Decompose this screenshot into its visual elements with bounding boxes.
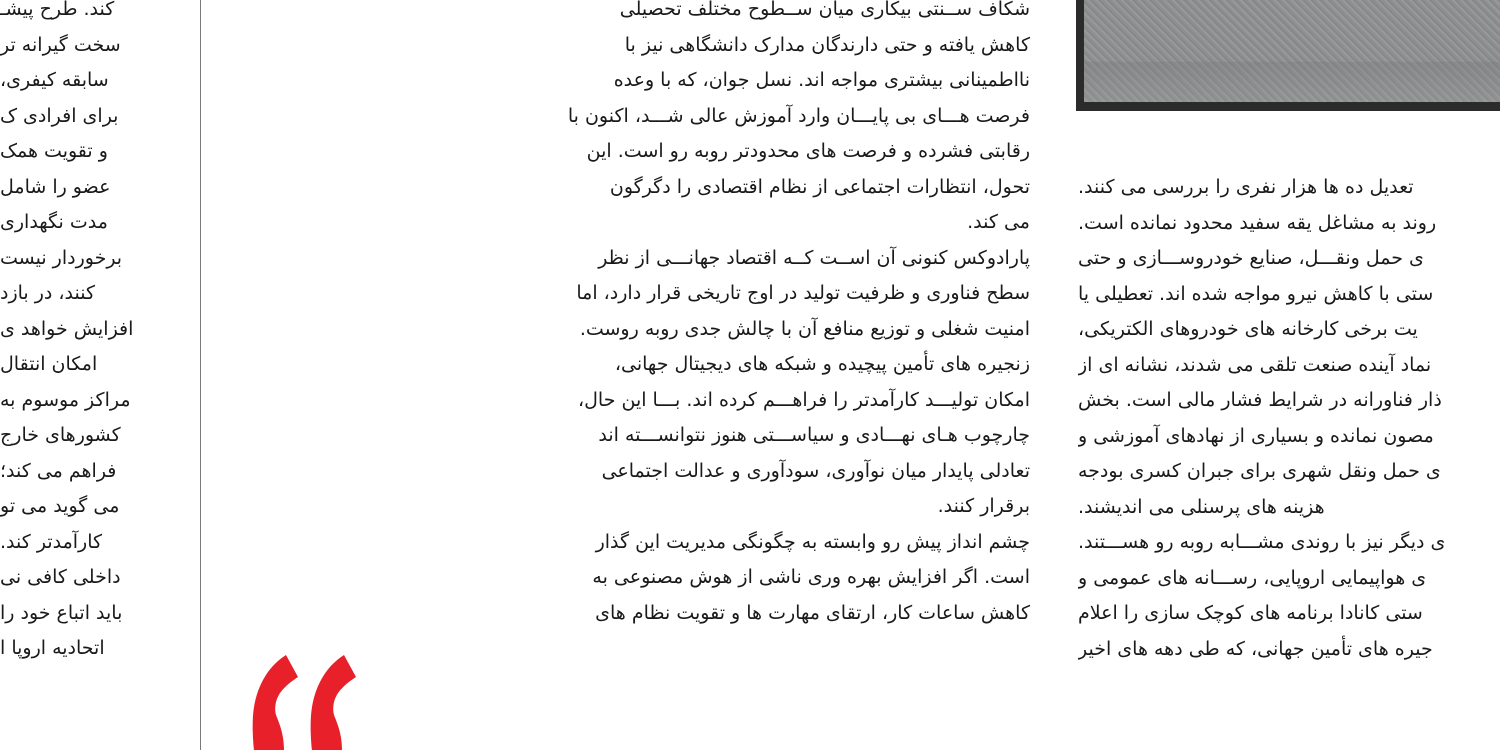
text-line: باید اتباع خود را bbox=[0, 601, 123, 624]
quote-glyph-right bbox=[311, 655, 356, 750]
text-line: برای افرادی ک bbox=[0, 104, 119, 127]
text-line: چشم انداز پیش رو وابسته به چگونگی مدیریت این گذار bbox=[595, 530, 1030, 553]
text-line: مراکز موسوم به bbox=[0, 388, 131, 411]
text-line: ی حمل ونقـــل، صنایع خودروســـازی و حتی bbox=[1078, 247, 1424, 269]
text-line: جیره های تأمین جهانی، که طی دهه های اخیر bbox=[1078, 637, 1433, 660]
text-line: و تقویت همک bbox=[0, 140, 108, 162]
text-line: عضو را شامل bbox=[0, 175, 111, 198]
text-line: امنیت شغلی و توزیع منافع آن با چالش جدی روبه روست. bbox=[579, 317, 1030, 340]
text-line: روند به مشاغل یقه سفید محدود نمانده است. bbox=[1078, 211, 1437, 234]
text-line: سابقه کیفری، bbox=[0, 69, 109, 91]
text-line: می کند. bbox=[967, 211, 1030, 233]
text-line: نماد آینده صنعت تلقی می شدند، نشانه ای از bbox=[1078, 353, 1432, 376]
right-column-text bbox=[1078, 170, 1500, 750]
text-line: ستی کانادا برنامه های کوچک سازی را اعلام bbox=[1078, 602, 1423, 624]
text-line: اتحادیه اروپا ا bbox=[0, 637, 105, 659]
middle-column-text bbox=[502, 0, 1030, 750]
text-line: کاهش ساعات کار، ارتقای مهارت ها و تقویت نظام های bbox=[595, 601, 1030, 624]
text-line: ی هواپیمایی اروپایی، رســـانه های عمومی و bbox=[1078, 566, 1427, 589]
text-line: امکان انتقال bbox=[0, 353, 98, 375]
text-line: زنجیره های تأمین پیچیده و شبکه های دیجیتال جهانی، bbox=[614, 353, 1030, 375]
text-line: فراهم می کند؛ bbox=[0, 459, 117, 482]
text-line: ستی با کاهش نیرو مواجه شده اند. تعطیلی یا bbox=[1078, 282, 1434, 305]
text-line: تعدیل ده ها هزار نفری را بررسی می کنند. bbox=[1078, 176, 1414, 198]
text-line: ی حمل ونقل شهری برای جبران کسری بودجه bbox=[1078, 460, 1441, 482]
text-line: چارچوب هـای نهـــادی و سیاســـتی هنوز نتوانســـته اند bbox=[598, 424, 1030, 446]
text-line: کاهش یافته و حتی دارندگان مدارک دانشگاهی نیز با bbox=[624, 33, 1030, 56]
text-line: ی دیگر نیز با روندی مشـــابه روبه رو هســـتند. bbox=[1078, 531, 1446, 553]
paragraph-3 bbox=[502, 525, 1030, 632]
quote-mark-icon bbox=[240, 655, 360, 750]
text-line: افزایش خواهد ی bbox=[0, 317, 134, 340]
text-line: پارادوکس کنونی آن اســت کــه اقتصاد جهانـــی از نظر bbox=[598, 246, 1030, 269]
quote-glyph-left bbox=[253, 655, 298, 750]
text-line: امکان تولیـــد کارآمدتر را فراهـــم کرده اند. بـــا این حال، bbox=[577, 388, 1030, 411]
text-line: برخوردار نیست bbox=[0, 246, 123, 269]
text-line: ذار فناورانه در شرایط فشار مالی است. بخش bbox=[1078, 389, 1442, 411]
text-line: سخت گیرانه تر bbox=[0, 33, 121, 56]
left-column-text bbox=[0, 0, 196, 750]
paragraph-2 bbox=[502, 241, 1030, 525]
article-photo bbox=[1076, 0, 1500, 111]
text-line: شکاف ســنتی بیکاری میان ســطوح مختلف تحصیلی bbox=[619, 0, 1030, 20]
text-line: کارآمدتر کند. bbox=[0, 530, 103, 553]
text-line: نااطمینانی بیشتری مواجه اند. نسل جوان، که با وعده bbox=[613, 69, 1030, 91]
text-line: برقرار کنند. bbox=[937, 495, 1030, 517]
text-line: کشورهای خارج bbox=[0, 424, 121, 446]
column-divider-left bbox=[200, 0, 201, 750]
text-line: تحول، انتظارات اجتماعی از نظام اقتصادی را دگرگون bbox=[609, 175, 1030, 198]
text-line: هزینه های پرسنلی می اندیشند. bbox=[1078, 495, 1325, 518]
text-line: می گوید می تو bbox=[0, 495, 120, 517]
text-line: مصون نمانده و بسیاری از نهادهای آموزشی و bbox=[1078, 424, 1434, 447]
text-line: است. اگر افزایش بهره وری ناشی از هوش مصنوعی به bbox=[592, 566, 1030, 588]
text-line: مدت نگهداری bbox=[0, 211, 108, 233]
paragraph-1 bbox=[502, 0, 1030, 241]
text-line: تعادلی پایدار میان نوآوری، سودآوری و عدالت اجتماعی bbox=[601, 459, 1030, 482]
text-line: داخلی کافی نی bbox=[0, 566, 121, 588]
text-line: یت برخی کارخانه های خودروهای الکتریکی، bbox=[1078, 318, 1418, 340]
text-line: کند. طرح پیشـ bbox=[0, 0, 115, 20]
text-line: فرصت هـــای بی پایـــان وارد آموزش عالی شـــد، اکنون با bbox=[567, 104, 1030, 127]
text-line: سطح فناوری و ظرفیت تولید در اوج تاریخی قرار دارد، اما bbox=[576, 282, 1030, 304]
text-line: رقابتی فشرده و فرصت های محدودتر روبه رو است. این bbox=[586, 140, 1030, 162]
photo-image bbox=[1084, 0, 1500, 102]
text-line: کنند، در بازد bbox=[0, 282, 96, 304]
